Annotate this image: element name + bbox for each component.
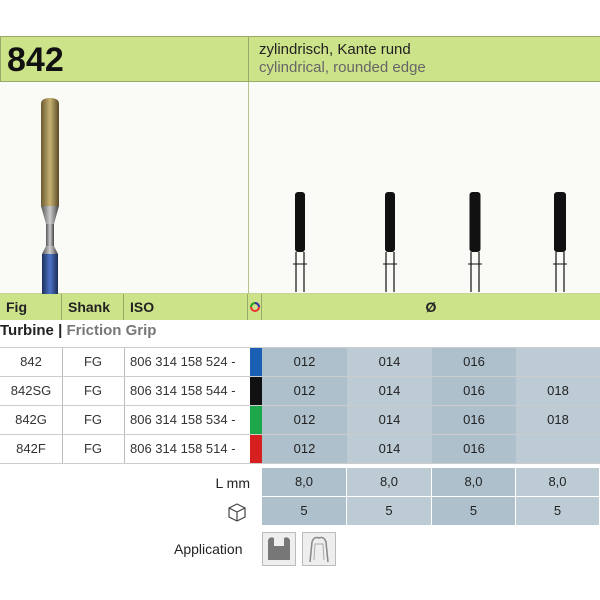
crown-preparation-icon <box>302 532 336 566</box>
description-english: cylindrical, rounded edge <box>259 59 426 76</box>
table-row <box>0 435 600 463</box>
size-cell: 012 <box>262 435 348 463</box>
row-divider <box>0 347 600 348</box>
length-cell: 8,0 <box>432 468 516 496</box>
cavity-preparation-icon <box>262 532 296 566</box>
bur-size-018-icon <box>550 192 570 292</box>
row-shank: FG <box>62 348 125 376</box>
row-shank: FG <box>62 377 125 405</box>
size-cell: 012 <box>262 406 348 434</box>
row-fig: 842SG <box>0 377 63 405</box>
color-ring-icon <box>248 294 262 320</box>
size-cell: 014 <box>347 377 433 405</box>
application-label: Application <box>174 541 243 557</box>
column-header-diameter: Ø <box>262 294 600 320</box>
section-title <box>0 322 156 339</box>
bur-size-014-icon <box>380 192 400 292</box>
pack-cell: 5 <box>516 497 600 525</box>
bur-illustration <box>30 94 70 294</box>
table-row <box>0 377 600 405</box>
color-column-header <box>248 294 262 320</box>
shape-description <box>248 36 600 82</box>
figure-number: 842 <box>0 36 248 82</box>
bur-size-012-icon <box>290 192 310 292</box>
row-iso: 806 314 158 514 - <box>124 435 255 463</box>
size-cell: 018 <box>516 377 600 405</box>
description-german: zylindrisch, Kante rund <box>259 41 411 58</box>
size-cell: 018 <box>516 406 600 434</box>
row-fig: 842F <box>0 435 63 463</box>
size-cell: 014 <box>347 435 433 463</box>
size-cell: 016 <box>432 348 517 376</box>
section-turbine: Turbine <box>0 322 54 339</box>
length-cell: 8,0 <box>516 468 600 496</box>
row-iso: 806 314 158 544 - <box>124 377 255 405</box>
row-divider <box>0 376 600 377</box>
pack-cell: 5 <box>432 497 516 525</box>
pack-cell: 5 <box>262 497 347 525</box>
section-friction-grip: Friction Grip <box>66 322 157 339</box>
row-divider <box>0 463 600 464</box>
size-cell: 012 <box>262 348 348 376</box>
row-fig: 842 <box>0 348 63 376</box>
pack-cell: 5 <box>347 497 432 525</box>
length-cell: 8,0 <box>262 468 347 496</box>
row-shank: FG <box>62 435 125 463</box>
table-row <box>0 406 600 434</box>
bur-size-016-icon <box>465 192 485 292</box>
size-cell: 016 <box>432 435 517 463</box>
column-header-iso: ISO <box>124 294 248 320</box>
row-iso: 806 314 158 524 - <box>124 348 255 376</box>
row-shank: FG <box>62 406 125 434</box>
row-divider <box>0 434 600 435</box>
table-row <box>0 348 600 376</box>
row-fig: 842G <box>0 406 63 434</box>
row-iso: 806 314 158 534 - <box>124 406 255 434</box>
color-band-blue <box>250 348 262 376</box>
size-cell <box>516 435 600 463</box>
column-header-fig: Fig <box>0 294 62 320</box>
size-cell: 014 <box>347 348 433 376</box>
color-band-red <box>250 435 262 463</box>
package-box-icon <box>226 500 248 522</box>
size-cell: 014 <box>347 406 433 434</box>
length-cell: 8,0 <box>347 468 432 496</box>
product-image-panel <box>0 82 600 294</box>
size-cell: 012 <box>262 377 348 405</box>
column-header-shank: Shank <box>62 294 124 320</box>
color-band-green <box>250 406 262 434</box>
section-separator: | <box>58 322 63 339</box>
row-divider <box>0 405 600 406</box>
size-cell <box>516 348 600 376</box>
panel-divider <box>248 82 249 294</box>
size-cell: 016 <box>432 406 517 434</box>
length-label: L mm <box>215 475 250 491</box>
color-band-black <box>250 377 262 405</box>
size-cell: 016 <box>432 377 517 405</box>
